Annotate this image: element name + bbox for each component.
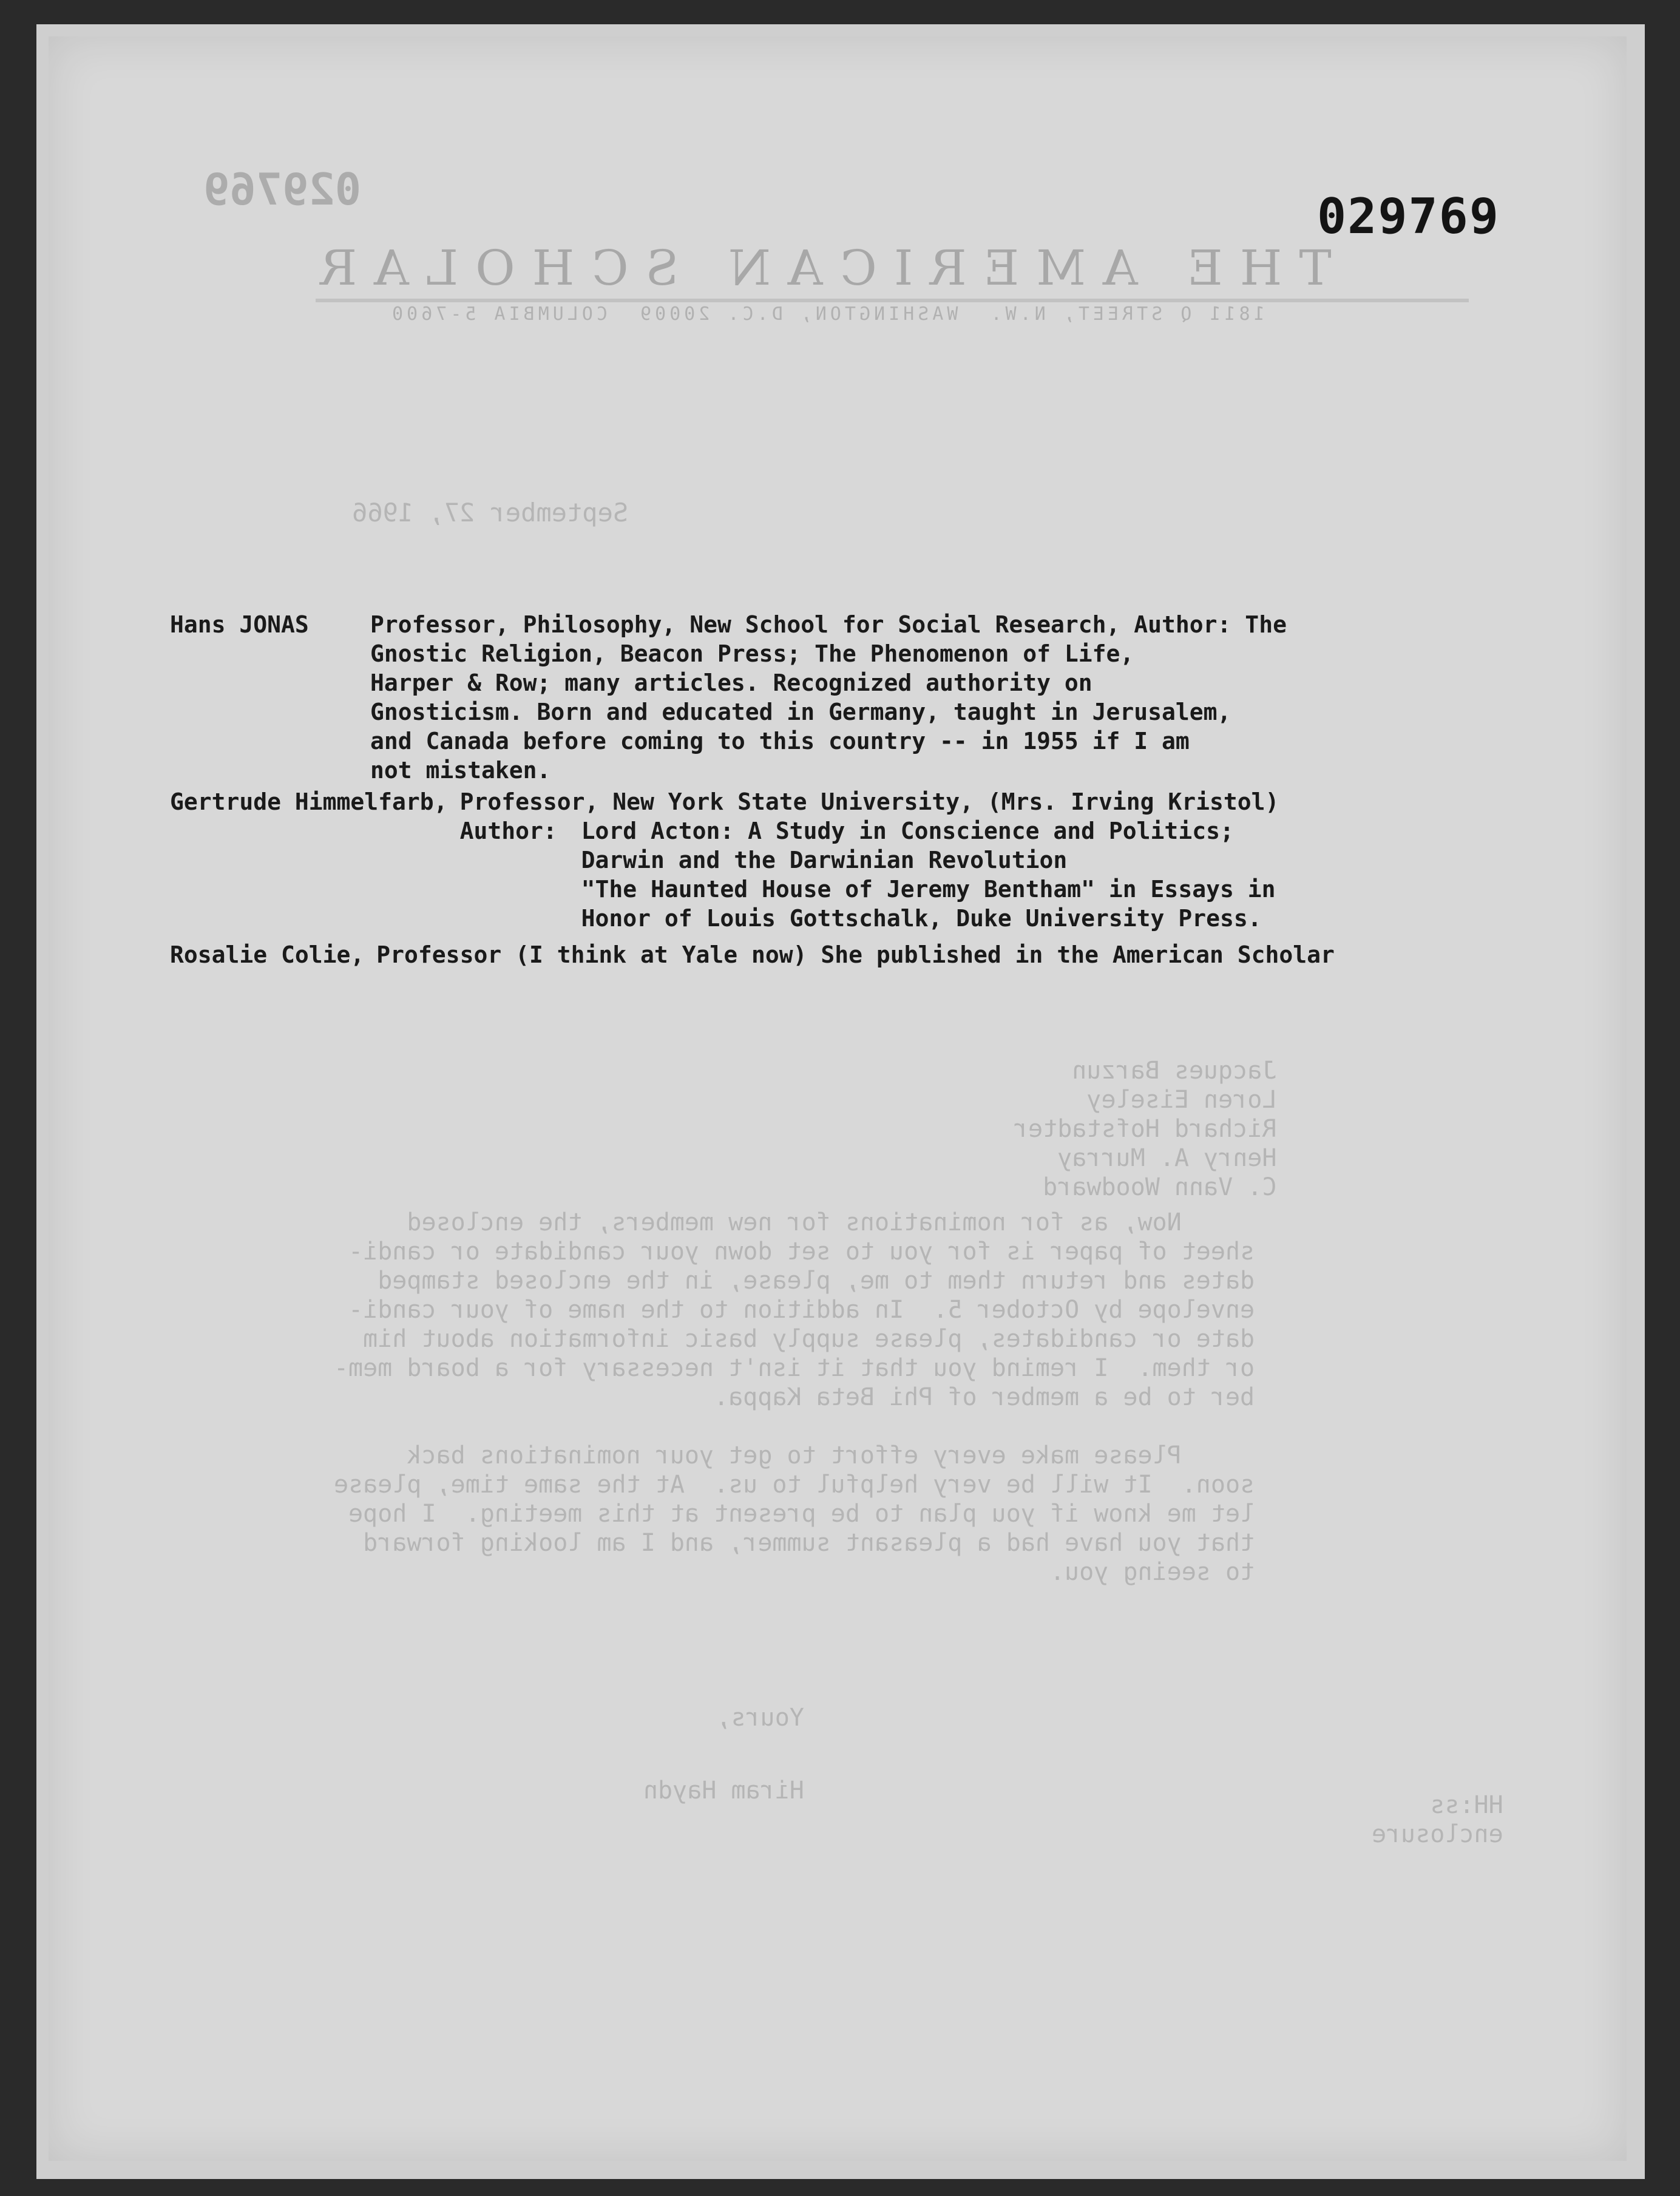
nominee-entry	[170, 940, 1627, 969]
author-label: Author:	[459, 818, 557, 844]
show-through-masthead: THE AMERICAN SCHOLAR	[303, 240, 1332, 296]
nominee-name: Rosalie Colie,	[170, 941, 365, 968]
detail-line: Harper & Row; many articles. Recognized authority on	[370, 669, 1092, 696]
detail-line: Professor, New York State University, (Mrs. Irving Kristol)	[459, 788, 1279, 815]
show-through-date: September 27, 1966	[352, 498, 629, 527]
work-line: Darwin and the Darwinian Revolution	[581, 847, 1068, 873]
nominee-details	[460, 787, 1279, 933]
show-through-initials: HH:ss enclosure	[1372, 1791, 1503, 1848]
nominee-name: Hans JONAS	[170, 611, 309, 638]
show-through-signature-block: Yours, Hiram Haydn	[643, 1704, 804, 1805]
detail-line: Professor, Philosophy, New School for Social Research, Author: The	[370, 611, 1287, 638]
work-line: "The Haunted House of Jeremy Bentham" in Essays in	[581, 876, 1276, 903]
work-line: Honor of Louis Gottschalk, Duke University Press.	[581, 905, 1262, 932]
detail-line: and Canada before coming to this country -- in 1955 if I am	[370, 728, 1190, 754]
show-through-address: 1811 Q STREET, N.W. WASHINGTON, D.C. 20009 COLUMBIA 5-7600	[388, 303, 1265, 325]
detail-line: not mistaken.	[370, 757, 551, 784]
nominee-entry	[170, 787, 1627, 933]
author-works	[460, 816, 1279, 933]
nominee-details	[370, 610, 1287, 785]
works-list	[581, 816, 1276, 933]
detail-line: Gnosticism. Born and educated in Germany, taught in Jerusalem,	[370, 699, 1231, 725]
scanned-page	[36, 24, 1645, 2179]
nominee-entry	[170, 610, 1627, 785]
nominee-list	[170, 610, 1627, 969]
work-line: Lord Acton: A Study in Conscience and Politics;	[581, 818, 1234, 844]
archive-serial-number: 029769	[1317, 188, 1500, 245]
letter-sheet	[49, 36, 1627, 2161]
show-through-body: Now, as for nominations for new members, the enclosed sheet of paper is for you to set down your candidate or candi- dates and return them to me, please, in the enclosed stamped envelope by October 5. In addition to the name of your candi- date or candidates, please supply basic information about him or them. I remind you that it isn't necessary for a board mem- ber to be a member of Phi Beta Kappa. Please make every effort to get your nominations back soon. It will be very helpful to us. At the same time, please let me know if you plan to be present at this meeting. I hope that you have had a pleasant summer, and I am looking forward to seeing you.	[334, 1208, 1255, 1586]
detail-line: Gnostic Religion, Beacon Press; The Phenomenon of Life,	[370, 640, 1134, 667]
detail-line: Professor (I think at Yale now) She published in the American Scholar	[376, 941, 1335, 968]
show-through-serial: 029769	[203, 164, 362, 215]
show-through-masthead-rule	[316, 299, 1469, 302]
nominee-details	[364, 940, 1335, 969]
show-through-names: Jacques Barzun Loren Eiseley Richard Hofstadter Henry A. Murray C. Vann Woodward	[1014, 1057, 1277, 1201]
nominee-name: Gertrude Himmelfarb,	[170, 788, 448, 815]
